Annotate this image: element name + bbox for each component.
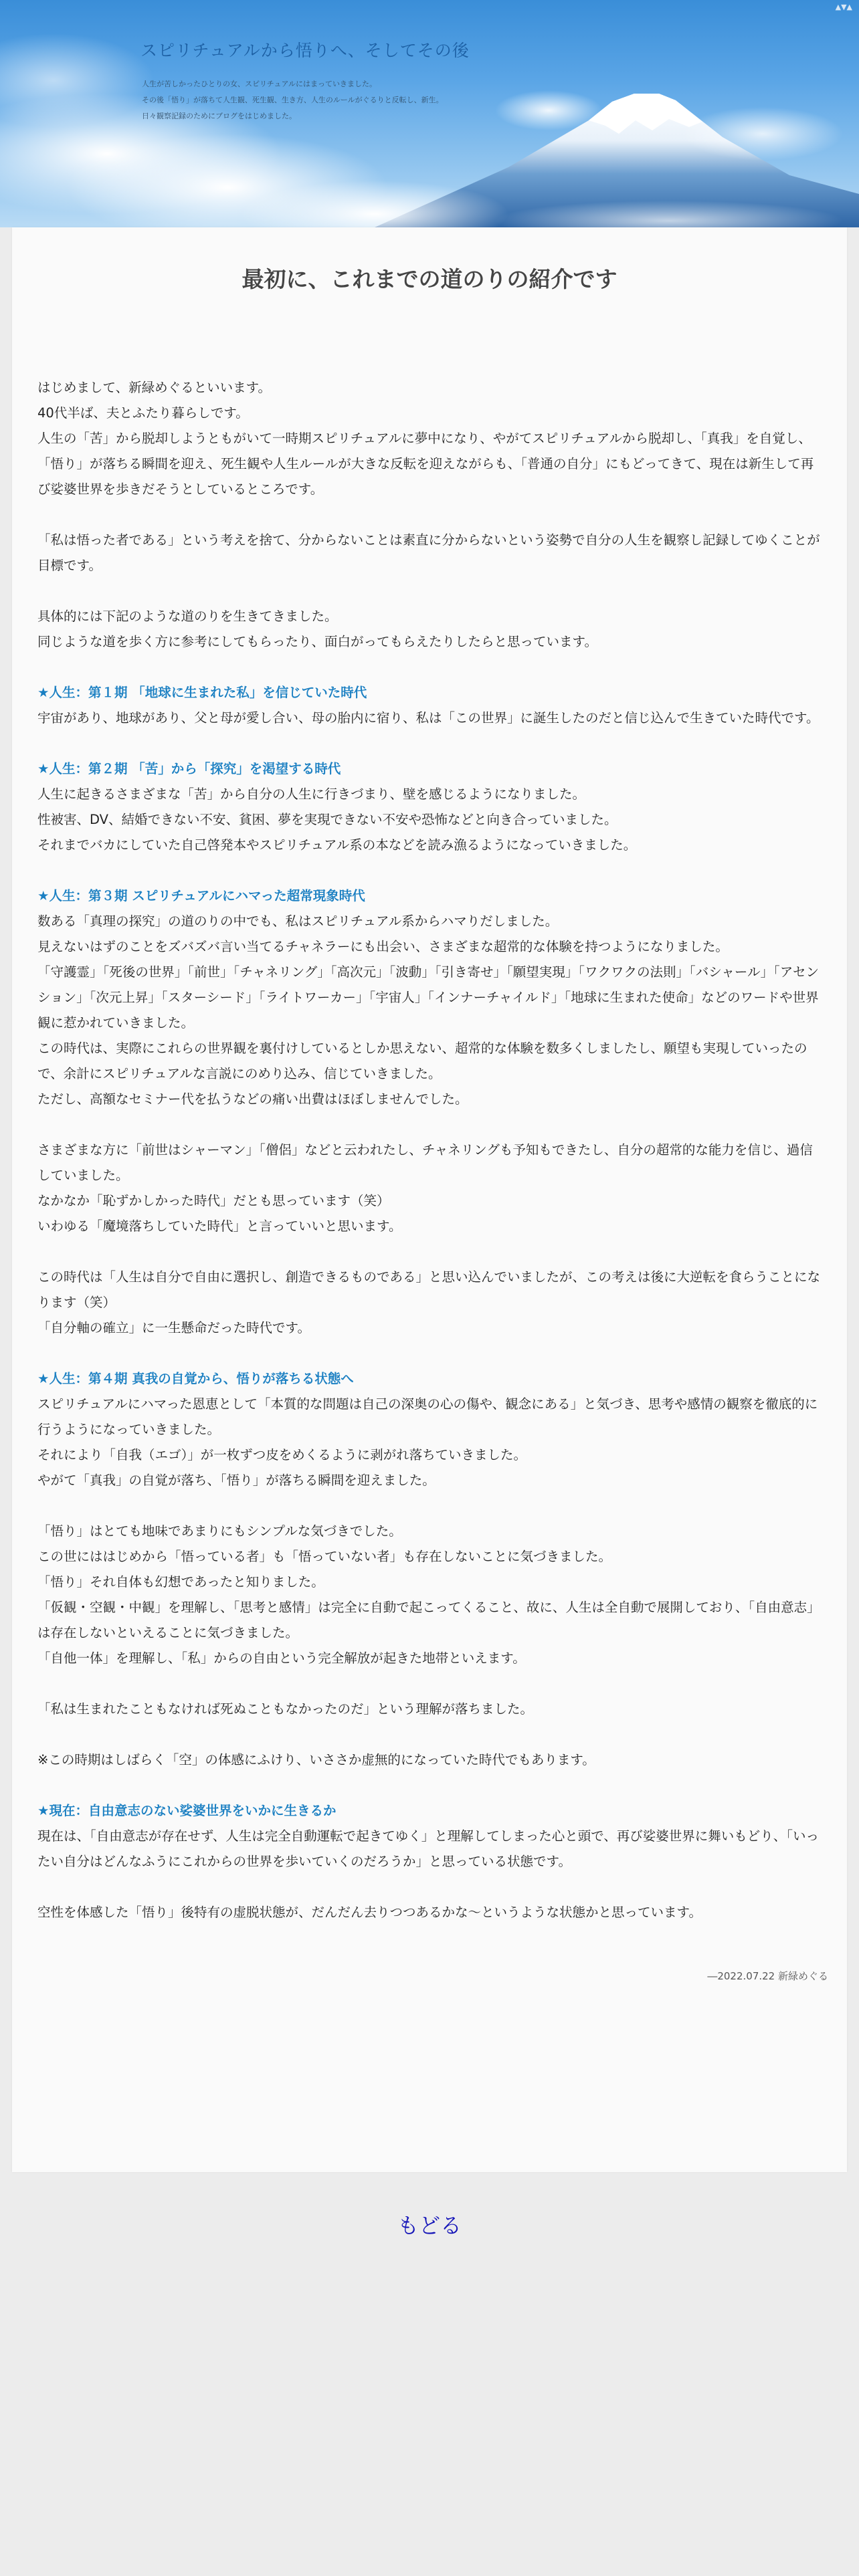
paragraph: 「仮観・空観・中観」を理解し、「思考と感情」は完全に自動で起こってくること、故に、人生は全自動で展開しており、「自由意志」は存在しないといえることに気づきました。	[37, 1600, 820, 1640]
site-description-line: 日々観察記録のためにブログをはじめました。	[142, 112, 296, 120]
paragraph: さまざまな方に「前世はシャーマン」「僧侶」などと云われたし、チャネリングも予知もできたし、自分の超常的な能力を信じ、過信していました。	[37, 1142, 813, 1183]
paragraph: 「自分軸の確立」に一生懸命だった時代です。	[37, 1320, 310, 1335]
paragraph: 性被害、DV、結婚できない不安、貧困、夢を実現できない不安や恐怖などと向き合っていました。	[37, 812, 617, 827]
paragraph: 人生の「苦」から脱却しようともがいて一時期スピリチュアルに夢中になり、やがてスピリチュアルから脱却し、「真我」を自覚し、「悟り」が落ちる瞬間を迎え、死生観や人生ルールが大きな反転を迎えながらも、「普通の自分」にもどってきて、現在は新生して再び娑婆世界を歩きだそうとしているところです。	[37, 431, 814, 497]
paragraph-gap	[37, 1341, 820, 1366]
paragraph: 現在は、「自由意志が存在せず、人生は完全自動運転で起きてゆく」と理解してしまった心と頭で、再び娑婆世界に舞いもどり、「いったい自分はどんなふうにこれからの世界を歩いていくのだろうか」と思っている状態です。	[37, 1828, 820, 1869]
paragraph: 同じような道を歩く方に参考にしてもらったり、面白がってもらえたりしたらと思っています。	[37, 634, 597, 649]
paragraph: 人生に起きるさまざまな「苦」から自分の人生に行きづまり、壁を感じるようになりました。	[37, 786, 586, 802]
paragraph: いわゆる「魔境落ちしていた時代」と言っていいと思います。	[37, 1218, 402, 1234]
article-title: 最初に、これまでの道のりの紹介です	[242, 266, 617, 292]
site-description	[142, 76, 444, 124]
section-heading: ★人生：第２期 「苦」から「探究」を渇望する時代	[37, 761, 341, 776]
back-link[interactable]: もどる	[397, 2213, 462, 2238]
corner-mark: ▲▼▲	[835, 3, 852, 11]
section-heading: ★人生：第１期 「地球に生まれた私」を信じていた時代	[37, 685, 367, 700]
paragraph: 「悟り」はとても地味であまりにもシンプルな気づきでした。	[37, 1523, 402, 1539]
section-heading: ★現在：自由意志のない娑婆世界をいかに生きるか	[37, 1803, 337, 1818]
paragraph-gap	[37, 1722, 820, 1747]
paragraph: ※この時期はしばらく「空」の体感にふけり、いささか虚無的になっていた時代でもあります。	[37, 1752, 595, 1767]
paragraph: 「自他一体」を理解し、「私」からの自由という完全解放が起きた地帯といえます。	[37, 1650, 526, 1666]
paragraph-gap	[37, 1239, 820, 1265]
paragraph: この時代は、実際にこれらの世界観を裏付けしているとしか思えない、超常的な体験を数多くしましたし、願望も実現していったので、余計にスピリチュアルな言説にのめり込み、信じていきました。	[37, 1041, 807, 1081]
section-heading: ★人生：第３期 スピリチュアルにハマった超常現象時代	[37, 888, 365, 903]
site-description-line: その後「悟り」が落ちて人生観、死生観、生き方、人生のルールがぐるりと反転し、新生。	[142, 96, 444, 104]
paragraph: 見えないはずのことをズバズバ言い当てるチャネラーにも出会い、さまざまな超常的な体験を持つようになりました。	[37, 939, 729, 954]
site-header	[0, 0, 859, 227]
paragraph: 「守護霊」「死後の世界」「前世」「チャネリング」「高次元」「波動」「引き寄せ」「願望実現」「ワクワクの法則」「バシャール」「アセンション」「次元上昇」「スターシード」「ライトワーカー」「宇宙人」「インナーチャイルド」「地球に生まれた使命」などのワードや世界観に惹かれていきました。	[37, 964, 820, 1031]
site-description-line: 人生が苦しかったひとりの女、スピリチュアルにはまっていきました。	[142, 80, 377, 88]
paragraph-gap	[37, 655, 820, 680]
paragraph: 「悟り」それ自体も幻想であったと知りました。	[37, 1574, 324, 1590]
paragraph: この世にははじめから「悟っている者」も「悟っていない者」も存在しないことに気づきました。	[37, 1549, 612, 1564]
paragraph-gap	[37, 1874, 820, 1900]
paragraph: ただし、高額なセミナー代を払うなどの痛い出費はほぼしませんでした。	[37, 1091, 468, 1107]
section-heading: ★人生：第４期 真我の自覚から、悟りが落ちる状態へ	[37, 1371, 354, 1386]
paragraph: 「私は生まれたこともなければ死ぬこともなかったのだ」という理解が落ちました。	[37, 1701, 534, 1717]
paragraph: 「私は悟った者である」という考えを捨て、分からないことは素直に分からないという姿勢で自分の人生を観察し記録してゆくことが目標です。	[37, 532, 820, 573]
paragraph-gap	[37, 578, 820, 604]
paragraph: それまでバカにしていた自己啓発本やスピリチュアル系の本などを読み漁るようになっていきました。	[37, 837, 637, 853]
article-body	[37, 375, 820, 1925]
article-signature: ―2022.07.22 新緑めぐる	[707, 1970, 828, 1982]
paragraph-gap	[37, 1671, 820, 1697]
paragraph: 宇宙があり、地球があり、父と母が愛し合い、母の胎内に宿り、私は「この世界」に誕生したのだと信じ込んで生きていた時代です。	[37, 710, 820, 726]
paragraph: スピリチュアルにハマった恩恵として「本質的な問題は自己の深奥の心の傷や、観念にある」と気づき、思考や感情の観察を徹底的に行うようになっていきました。	[37, 1396, 818, 1437]
paragraph: はじめまして、新緑めぐるといいます。	[37, 380, 272, 395]
paragraph: 具体的には下記のような道のりを生きてきました。	[37, 609, 338, 624]
paragraph: 40代半ば、夫とふたり暮らしです。	[37, 405, 249, 421]
paragraph: やがて「真我」の自覚が落ち、「悟り」が落ちる瞬間を迎えました。	[37, 1473, 436, 1488]
paragraph-gap	[37, 1112, 820, 1138]
paragraph: この時代は「人生は自分で自由に選択し、創造できるものである」と思い込んでいましたが、この考えは後に大逆転を食らうことになります（笑）	[37, 1269, 821, 1310]
paragraph-gap	[37, 502, 820, 528]
paragraph: 数ある「真理の探究」の道のりの中でも、私はスピリチュアル系からハマりだしました。	[37, 914, 559, 929]
paragraph-gap	[37, 1773, 820, 1798]
article	[12, 227, 847, 2172]
paragraph-gap	[37, 858, 820, 883]
paragraph-gap	[37, 731, 820, 756]
paragraph-gap	[37, 1493, 820, 1519]
paragraph: 空性を体感した「悟り」後特有の虚脱状態が、だんだん去りつつあるかな〜というような状態かと思っています。	[37, 1905, 702, 1920]
site-title[interactable]: スピリチュアルから悟りへ、そしてその後	[140, 41, 470, 60]
paragraph: なかなか「恥ずかしかった時代」だとも思っています（笑）	[37, 1193, 390, 1208]
paragraph: それにより「自我（エゴ）」が一枚ずつ皮をめくるように剥がれ落ちていきました。	[37, 1447, 527, 1463]
